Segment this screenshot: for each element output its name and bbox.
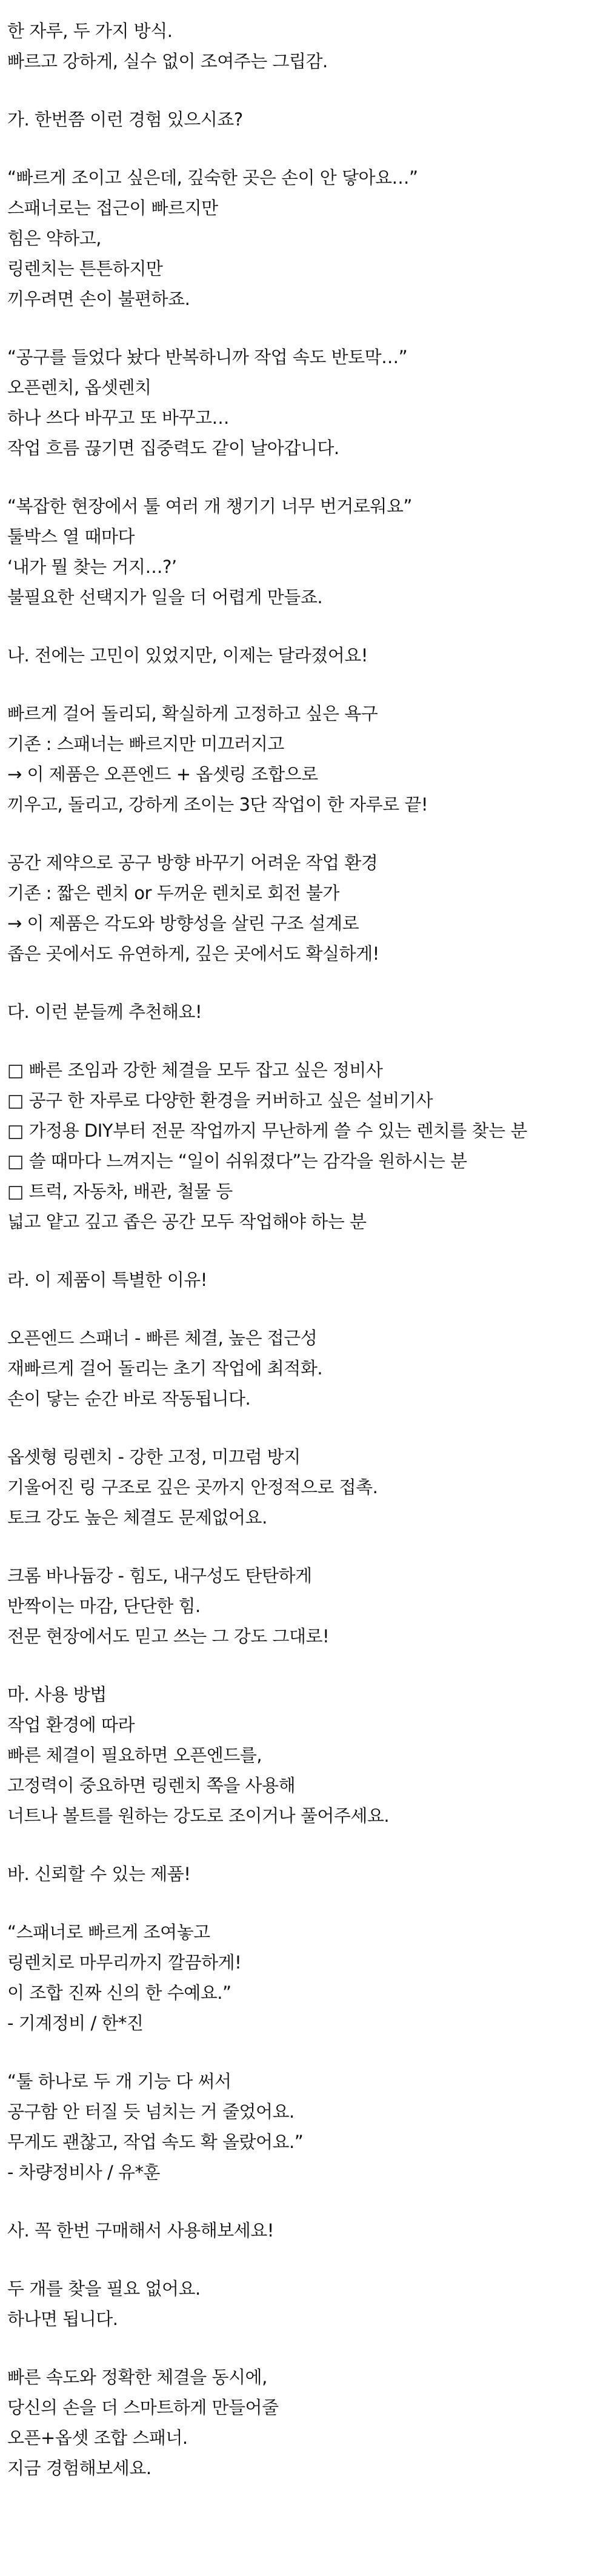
text-line: 너트나 볼트를 원하는 강도로 조이거나 풀어주세요. (7, 1805, 390, 1826)
text-line: 사. 꼭 한번 구매해서 사용해보세요! (7, 2220, 274, 2241)
text-line: “공구를 들었다 놨다 반복하니까 작업 속도 반토막…” (7, 347, 408, 367)
text-line: 빠르고 강하게, 실수 없이 조여주는 그립감. (7, 51, 328, 72)
text-line: 지금 경험해보세요. (7, 2458, 152, 2478)
text-line: - 차량정비사 / 유*훈 (7, 2162, 160, 2183)
text-line: “빠르게 조이고 싶은데, 깊숙한 곳은 손이 안 닿아요…” (7, 167, 418, 188)
text-line: 전문 현장에서도 믿고 쓰는 그 강도 그대로! (7, 1626, 330, 1647)
paragraph-gap (7, 820, 606, 848)
text-line: 옵셋형 링렌치 - 강한 고정, 미끄럼 방지 (7, 1447, 301, 1467)
paragraph-gap (7, 1533, 606, 1561)
text-line: 다. 이런 분들께 추천해요! (7, 1002, 202, 1022)
paragraph (7, 2215, 606, 2246)
text-line: 두 개를 찾을 필요 없어요. (7, 2278, 201, 2299)
text-line: → 이 제품은 각도와 방향성을 살린 구조 설계로 (7, 913, 359, 934)
paragraph (7, 1442, 606, 1533)
text-line: 한 자루, 두 가지 방식. (7, 21, 173, 41)
paragraph (7, 1859, 606, 1889)
text-line: 넓고 얕고 깊고 좁은 공간 모두 작업해야 하는 분 (7, 1211, 367, 1232)
text-line: □ 가정용 DIY부터 전문 작업까지 무난하게 쓸 수 있는 렌치를 찾는 분 (7, 1120, 527, 1141)
text-line: 불필요한 선택지가 일을 더 어렵게 만들죠. (7, 587, 323, 607)
text-line: 빠른 체결이 필요하면 오픈엔드를, (7, 1745, 262, 1765)
paragraph (7, 16, 606, 76)
text-line: □ 트럭, 자동차, 배관, 철물 등 (7, 1181, 233, 1202)
text-line: 기존 : 짧은 렌치 or 두꺼운 렌치로 회전 불가 (7, 883, 339, 903)
paragraph-gap (7, 969, 606, 997)
paragraph-gap (7, 671, 606, 698)
paragraph-gap (7, 463, 606, 491)
text-line: → 이 제품은 오픈엔드 + 옵셋링 조합으로 (7, 764, 318, 785)
text-line: 링렌치로 마무리까지 깔끔하게! (7, 1952, 242, 1973)
text-line: 공간 제약으로 공구 방향 바꾸기 어려운 작업 환경 (7, 852, 378, 873)
paragraph (7, 698, 606, 820)
paragraph-gap (7, 1831, 606, 1859)
paragraph (7, 997, 606, 1027)
paragraph (7, 1679, 606, 1831)
paragraph-gap (7, 1027, 606, 1055)
paragraph-gap (7, 314, 606, 342)
text-line: “복잡한 현장에서 툴 여러 개 챙기기 너무 번거로워요” (7, 496, 412, 517)
paragraph-gap (7, 612, 606, 640)
paragraph-gap (7, 1295, 606, 1323)
text-line: 손이 닿는 순간 바로 작동됩니다. (7, 1388, 251, 1409)
paragraph (7, 104, 606, 135)
text-line: 오픈렌치, 옵셋렌치 (7, 377, 152, 398)
text-line: 빠르게 걸어 돌리되, 확실하게 고정하고 싶은 욕구 (7, 703, 378, 724)
text-line: 끼우려면 손이 불편하죠. (7, 289, 190, 309)
paragraph-gap (7, 1237, 606, 1265)
text-line: 재빠르게 걸어 돌리는 초기 작업에 최적화. (7, 1358, 323, 1379)
text-line: 오픈엔드 스패너 - 빠른 체결, 높은 접근성 (7, 1328, 318, 1348)
paragraph-gap (7, 1651, 606, 1679)
text-line: “스패너로 빠르게 조여놓고 (7, 1922, 210, 1942)
text-line: 공구함 안 터질 듯 넘치는 거 줄었어요. (7, 2101, 295, 2122)
paragraph (7, 1265, 606, 1295)
text-line: □ 공구 한 자루로 다양한 환경을 커버하고 싶은 설비기사 (7, 1090, 433, 1111)
paragraph (7, 2362, 606, 2483)
paragraph (7, 1055, 606, 1237)
text-line: 하나 쓰다 바꾸고 또 바꾸고… (7, 407, 230, 428)
text-line: 오픈+옵셋 조합 스패너. (7, 2427, 188, 2448)
text-line: 반짝이는 마감, 단단한 힘. (7, 1596, 201, 1616)
text-line: 토크 강도 높은 체결도 문제없어요. (7, 1507, 267, 1528)
paragraph-gap (7, 76, 606, 104)
text-line: “툴 하나로 두 개 기능 다 써서 (7, 2071, 231, 2092)
text-line: 빠른 속도와 정확한 체결을 동시에, (7, 2367, 267, 2387)
paragraph (7, 342, 606, 463)
paragraph-gap (7, 135, 606, 162)
text-line: - 기계정비 / 한*진 (7, 2013, 144, 2033)
paragraph (7, 2273, 606, 2334)
paragraph (7, 491, 606, 612)
paragraph (7, 1917, 606, 2038)
text-line: 하나면 됩니다. (7, 2309, 118, 2329)
paragraph-gap (7, 2334, 606, 2362)
paragraph-gap (7, 1414, 606, 1442)
text-line: □ 빠른 조임과 강한 체결을 모두 잡고 싶은 정비사 (7, 1060, 383, 1080)
paragraph (7, 848, 606, 969)
text-line: 크롬 바나듐강 - 힘도, 내구성도 탄탄하게 (7, 1565, 312, 1586)
paragraph-gap (7, 1889, 606, 1917)
text-line: 나. 전에는 고민이 있었지만, 이제는 달라졌어요! (7, 645, 368, 666)
text-line: 이 조합 진짜 신의 한 수예요.” (7, 1982, 231, 2003)
text-line: 링렌치는 튼튼하지만 (7, 258, 163, 279)
text-line: 마. 사용 방법 (7, 1684, 107, 1705)
paragraph (7, 162, 606, 314)
paragraph (7, 1323, 606, 1414)
text-line: 작업 환경에 따라 (7, 1715, 135, 1735)
paragraph (7, 2066, 606, 2187)
text-line: 스패너로는 접근이 빠르지만 (7, 198, 218, 218)
text-line: 고정력이 중요하면 링렌치 쪽을 사용해 (7, 1775, 296, 1796)
text-line: 가. 한번쯤 이런 경험 있으시죠? (7, 109, 243, 130)
text-line: 무게도 괜찮고, 작업 속도 확 올랐어요.” (7, 2132, 304, 2152)
text-line: 기존 : 스패너는 빠르지만 미끄러지고 (7, 734, 284, 754)
text-line: 작업 흐름 끊기면 집중력도 같이 날아갑니다. (7, 438, 339, 458)
paragraph-gap (7, 2187, 606, 2215)
paragraph-gap (7, 2246, 606, 2273)
text-line: ‘내가 뭘 찾는 거지…?’ (7, 557, 177, 577)
text-line: 바. 신뢰할 수 있는 제품! (7, 1864, 191, 1884)
paragraph-gap (7, 2038, 606, 2066)
text-line: 기울어진 링 구조로 깊은 곳까지 안정적으로 접촉. (7, 1477, 378, 1497)
text-line: 힘은 약하고, (7, 228, 102, 249)
paragraph (7, 1561, 606, 1651)
text-line: 끼우고, 돌리고, 강하게 조이는 3단 작업이 한 자루로 끝! (7, 794, 428, 815)
text-line: 좁은 곳에서도 유연하게, 깊은 곳에서도 확실하게! (7, 943, 379, 964)
paragraph (7, 640, 606, 671)
text-line: 당신의 손을 더 스마트하게 만들어줄 (7, 2397, 279, 2418)
text-line: 라. 이 제품이 특별한 이유! (7, 1270, 207, 1290)
text-line: □ 쓸 때마다 느껴지는 “일이 쉬워졌다”는 감각을 원하시는 분 (7, 1151, 467, 1171)
text-line: 툴박스 열 때마다 (7, 526, 135, 547)
